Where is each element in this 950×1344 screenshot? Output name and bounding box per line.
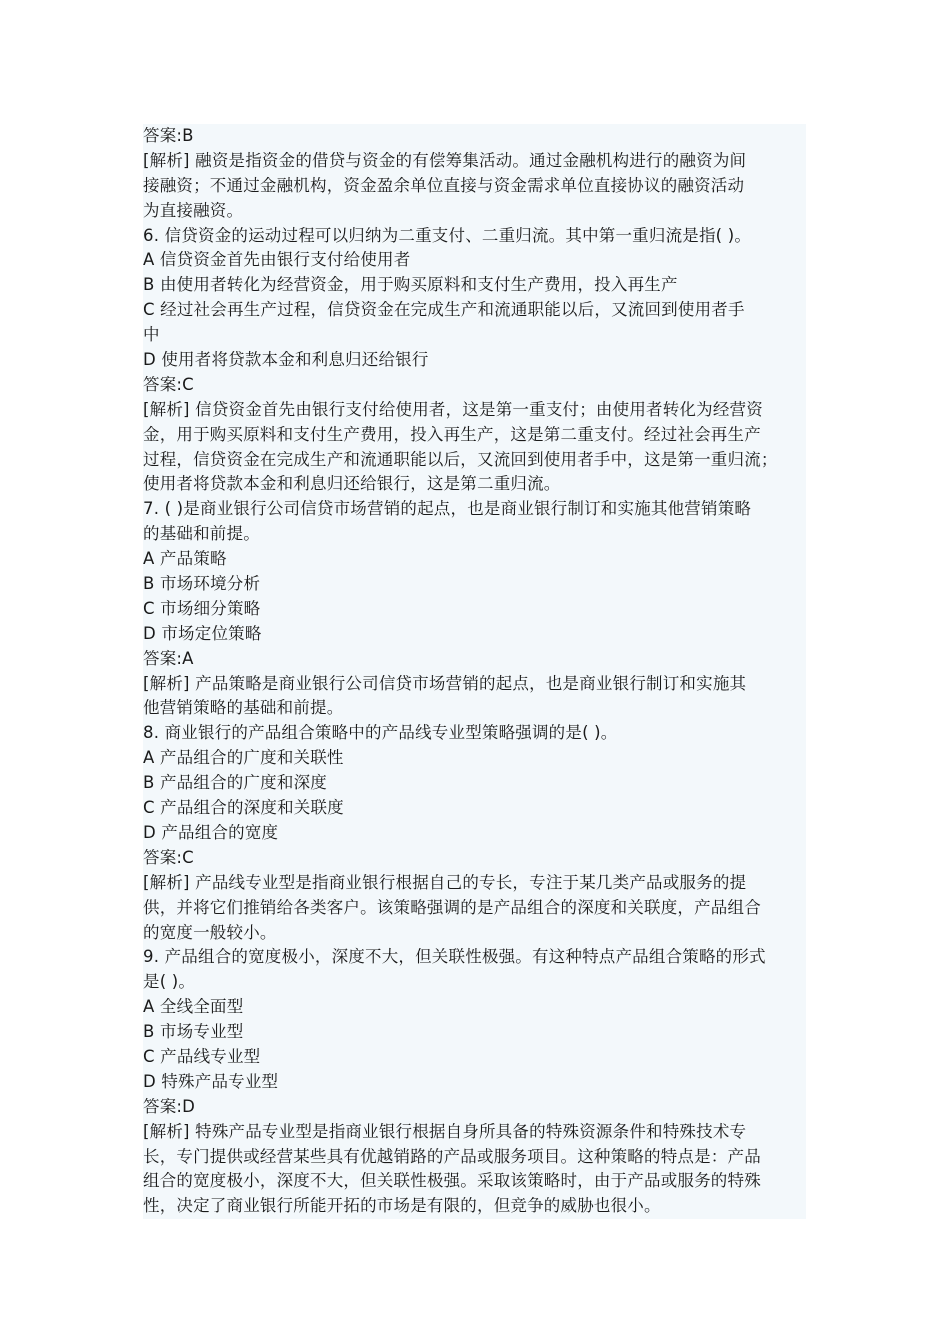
text-line: 长，专门提供或经营某些具有优越销路的产品或服务项目。这种策略的特点是：产品	[143, 1146, 761, 1166]
text-line: 金，用于购买原料和支付生产费用，投入再生产，这是第二重支付。经过社会再生产	[143, 424, 761, 444]
text-line: 答案:C	[143, 374, 194, 394]
text-line: 中	[143, 325, 160, 345]
text-line: 是( )。	[143, 972, 196, 992]
text-line: 的基础和前提。	[143, 524, 260, 544]
text-line: A 产品策略	[143, 549, 227, 569]
text-line: 组合的宽度极小，深度不大，但关联性极强。采取该策略时，由于产品或服务的特殊	[143, 1171, 761, 1191]
text-line: 7. ( )是商业银行公司信贷市场营销的起点，也是商业银行制订和实施其他营销策略	[143, 499, 752, 519]
text-line: B 产品组合的广度和深度	[143, 773, 327, 793]
text-line: B 由使用者转化为经营资金，用于购买原料和支付生产费用，投入再生产	[143, 275, 678, 295]
text-line: 接融资；不通过金融机构，资金盈余单位直接与资金需求单位直接协议的融资活动	[143, 175, 745, 195]
text-line: B 市场环境分析	[143, 574, 261, 594]
text-line: C 经过社会再生产过程，信贷资金在完成生产和流通职能以后，又流回到使用者手	[143, 300, 745, 320]
text-line: 性，决定了商业银行所能开拓的市场是有限的，但竞争的威胁也很小。	[143, 1196, 661, 1216]
text-line: B 市场专业型	[143, 1022, 244, 1042]
text-line: 为直接融资。	[143, 200, 244, 220]
text-line: 6. 信贷资金的运动过程可以归纳为二重支付、二重归流。其中第一重归流是指( )。	[143, 225, 752, 245]
text-line: D 特殊产品专业型	[143, 1071, 279, 1091]
text-line: 答案:B	[143, 126, 194, 145]
text-line: 答案:C	[143, 847, 194, 867]
text-line: A 信贷资金首先由银行支付给使用者	[143, 250, 411, 270]
text-line: 8. 商业银行的产品组合策略中的产品线专业型策略强调的是( )。	[143, 723, 618, 743]
text-line: 的宽度一般较小。	[143, 922, 277, 942]
text-line: 使用者将贷款本金和利息归还给银行，这是第二重归流。	[143, 474, 561, 494]
text-line: A 全线全面型	[143, 997, 244, 1017]
text-line: C 产品组合的深度和关联度	[143, 798, 344, 818]
text-line: 他营销策略的基础和前提。	[143, 698, 344, 718]
text-line: 答案:D	[143, 1096, 196, 1116]
text-line: 过程，信贷资金在完成生产和流通职能以后，又流回到使用者手中，这是第一重归流；	[143, 449, 778, 469]
document-text-block	[143, 124, 806, 1219]
text-line: 答案:A	[143, 648, 194, 668]
text-line: 9. 产品组合的宽度极小，深度不大，但关联性极强。有这种特点产品组合策略的形式	[143, 947, 766, 967]
text-line: D 使用者将贷款本金和利息归还给银行	[143, 350, 429, 370]
text-line: D 市场定位策略	[143, 623, 262, 643]
text-line: [解析] 融资是指资金的借贷与资金的有偿筹集活动。通过金融机构进行的融资为间	[143, 150, 747, 170]
text-line: [解析] 特殊产品专业型是指商业银行根据自身所具备的特殊资源条件和特殊技术专	[143, 1121, 747, 1141]
text-line: [解析] 产品策略是商业银行公司信贷市场营销的起点，也是商业银行制订和实施其	[143, 673, 747, 693]
text-line: C 产品线专业型	[143, 1046, 261, 1066]
text-line: A 产品组合的广度和关联性	[143, 748, 344, 768]
text-line: D 产品组合的宽度	[143, 822, 279, 842]
text-line: [解析] 信贷资金首先由银行支付给使用者，这是第一重支付；由使用者转化为经营资	[143, 399, 763, 419]
text-line: 供，并将它们推销给各类客户。该策略强调的是产品组合的深度和关联度，产品组合	[143, 897, 761, 917]
text-line: [解析] 产品线专业型是指商业银行根据自己的专长，专注于某几类产品或服务的提	[143, 872, 747, 892]
text-line: C 市场细分策略	[143, 598, 261, 618]
